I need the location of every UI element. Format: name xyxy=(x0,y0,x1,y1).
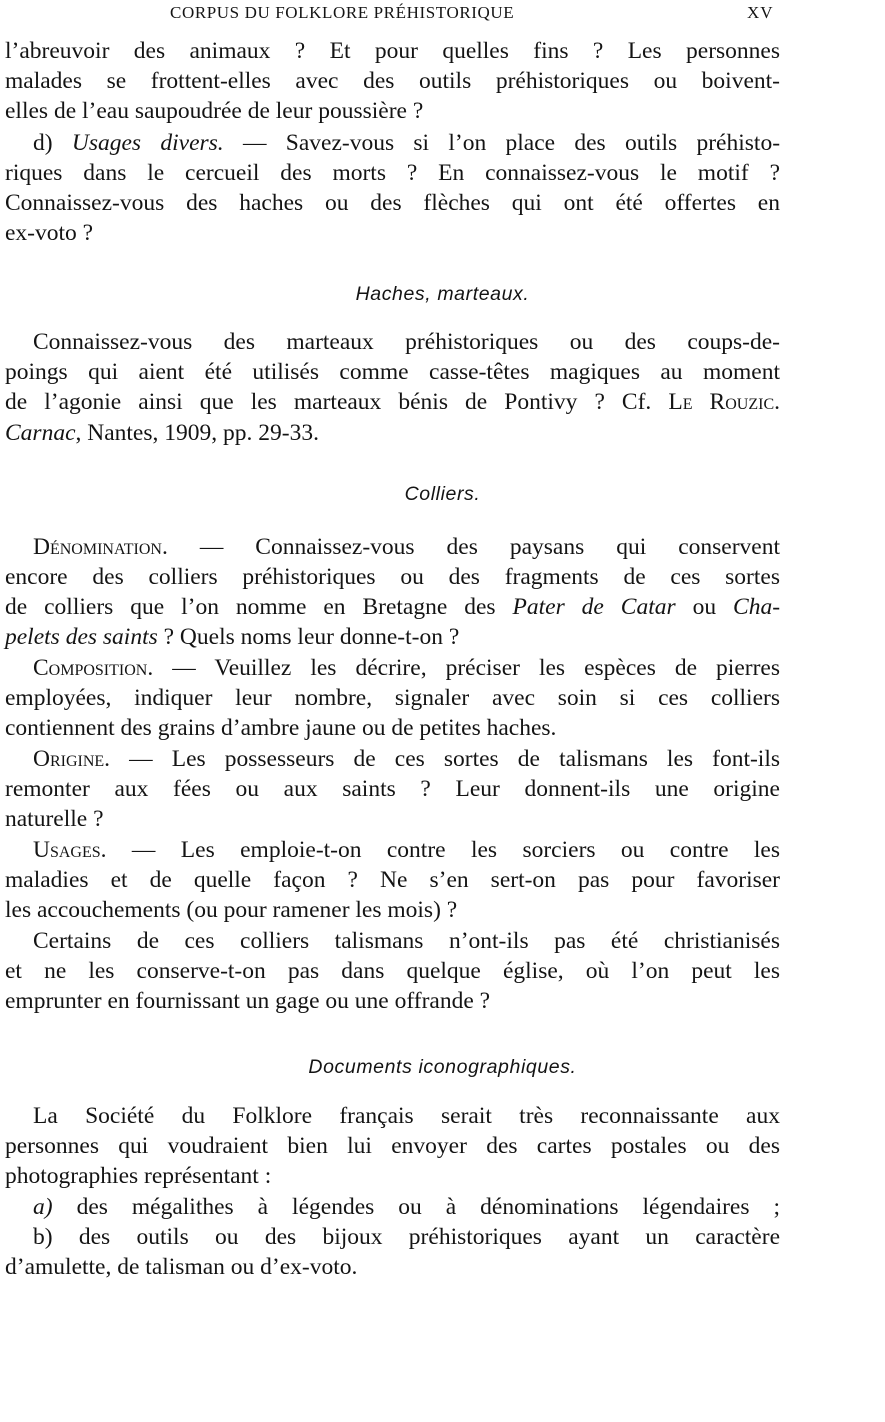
paragraph-line: de colliers que l’on nomme en Bretagne des Pater de Catar ou Cha- xyxy=(5,594,781,620)
page-number: XV xyxy=(747,3,774,22)
section-heading-documents: Documents iconographiques. xyxy=(308,1056,577,1078)
paragraph-line: emprunter en fournissant un gage ou une offrande ? xyxy=(5,988,491,1014)
paragraph-line: ex-voto ? xyxy=(5,220,94,246)
denomination-line: Dénomination. — Connaissez-vous des paysans qui conservent xyxy=(33,534,781,560)
paragraph-line: Connaissez-vous des marteaux préhistoriques ou des coups-de- xyxy=(33,329,780,355)
composition-line: Composition. — Veuillez les décrire, préciser les espèces de pierres xyxy=(33,655,780,681)
cited-author: Le Rouzic. xyxy=(668,389,780,415)
paragraph-line: contiennent des grains d’ambre jaune ou de petites haches. xyxy=(5,715,557,741)
paragraph-line: les accouchements (ou pour ramener les mois) ? xyxy=(5,897,458,923)
paragraph-line: malades se frottent-elles avec des outils préhistoriques ou boivent- xyxy=(5,68,780,94)
paragraph-line: maladies et de quelle façon ? Ne s’en sert-on pas pour favoriser xyxy=(5,867,780,893)
paragraph-line: personnes qui voudraient bien lui envoyer des cartes postales ou des xyxy=(5,1133,780,1159)
paragraph-line: l’abreuvoir des animaux ? Et pour quelles fins ? Les personnes xyxy=(5,38,780,64)
paragraph-line: pelets des saints ? Quels noms leur donne-t-on ? xyxy=(5,624,460,650)
usages-line: Usages. — Les emploie-t-on contre les sorciers ou contre les xyxy=(33,837,781,863)
list-item-a: a) des mégalithes à légendes ou à dénominations légendaires ; xyxy=(33,1194,781,1220)
citation-line: Carnac, Nantes, 1909, pp. 29-33. xyxy=(5,420,319,446)
paragraph-line: elles de l’eau saupoudrée de leur poussière ? xyxy=(5,98,424,124)
paragraph-line: employées, indiquer leur nombre, signaler avec soin si ces colliers xyxy=(5,685,780,711)
running-head-title: CORPUS DU FOLKLORE PRÉHISTORIQUE xyxy=(170,3,515,22)
paragraph-line: Certains de ces colliers talismans n’ont-ils pas été christianisés xyxy=(33,928,780,954)
paragraph-line: encore des colliers préhistoriques ou des fragments de ces sortes xyxy=(5,564,780,590)
paragraph-line: remonter aux fées ou aux saints ? Leur donnent-ils une origine xyxy=(5,776,780,802)
origine-line: Origine. — Les possesseurs de ces sortes de talismans les font-ils xyxy=(33,746,780,772)
paragraph-line: et ne les conserve-t-on pas dans quelque église, où l’on peut les xyxy=(5,958,780,984)
paragraph-line: Connaissez-vous des haches ou des flèches qui ont été offertes en xyxy=(5,190,780,216)
section-heading-haches: Haches, marteaux. xyxy=(355,283,530,305)
paragraph-line: photographies représentant : xyxy=(5,1163,272,1189)
running-head xyxy=(0,3,885,25)
paragraph-line: riques dans le cercueil des morts ? En connaissez-vous le motif ? xyxy=(5,160,780,186)
paragraph-line: d’amulette, de talisman ou d’ex-voto. xyxy=(5,1254,358,1280)
section-heading-colliers: Colliers. xyxy=(404,483,481,505)
origine-label: Origine. xyxy=(33,746,111,772)
paragraph-line: poings qui aient été utilisés comme casse-têtes magiques au moment xyxy=(5,359,780,385)
list-item-b: b) des outils ou des bijoux préhistoriques ayant un caractère xyxy=(33,1224,780,1250)
usages-label: Usages. xyxy=(33,837,107,863)
usages-divers-line: d) Usages divers. — Savez-vous si l’on place des outils préhisto- xyxy=(33,130,781,156)
paragraph-line: naturelle ? xyxy=(5,806,104,832)
cited-title: Carnac xyxy=(5,420,76,446)
paragraph-line: de l’agonie ainsi que les marteaux bénis de Pontivy ? Cf. Le Rouzic. xyxy=(5,389,780,415)
paragraph-line: La Société du Folklore français serait très reconnaissante aux xyxy=(33,1103,780,1129)
usages-divers-label: Usages divers. xyxy=(71,130,224,156)
composition-label: Composition. xyxy=(33,655,154,681)
denomination-label: Dénomination. xyxy=(33,534,168,560)
